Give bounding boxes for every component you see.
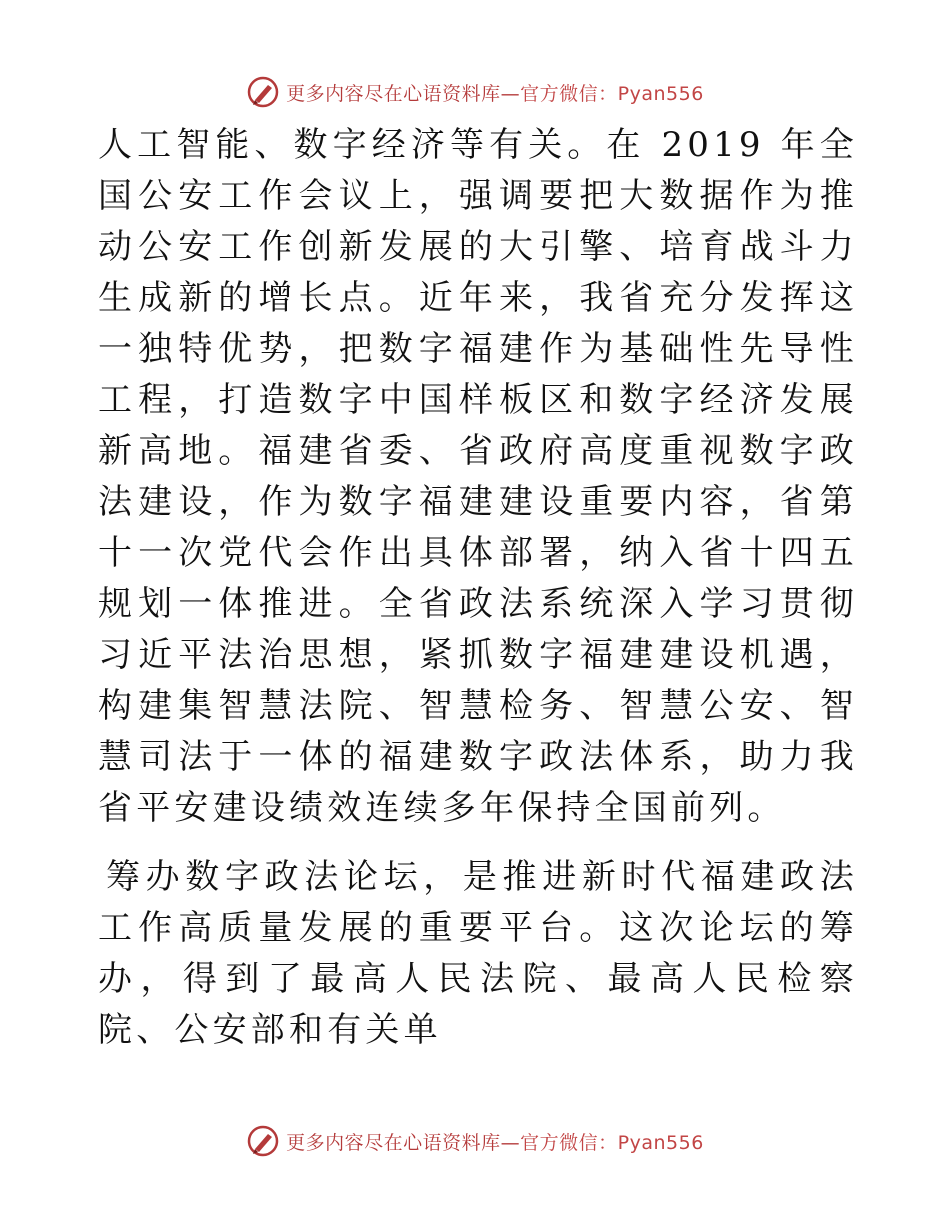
pen-logo-icon [246, 1124, 280, 1158]
document-body [98, 120, 858, 1056]
watermark-site-text: 更多内容尽在心语资料库 [286, 82, 501, 105]
watermark-separator: — [500, 1131, 521, 1154]
watermark-wechat-text: 官方微信：Pyan556 [520, 82, 704, 105]
pen-logo-icon [246, 75, 280, 109]
paragraph: 人工智能、数字经济等有关。在 2019 年全国公安工作会议上，强调要把大数据作为推动公安工作创新发展的大引擎、培育战斗力生成新的增长点。近年来，我省充分发挥这一独特优势，把数字福建作为基础性先导性工程，打造数字中国样板区和数字经济发展新高地。福建省委、省政府高度重视数字政法建设，作为数字福建建设重要内容，省第十一次党代会作出具体部署，纳入省十四五规划一体推进。全省政法系统深入学习贯彻习近平法治思想，紧抓数字福建建设机遇，构建集智慧法院、智慧检务、智慧公安、智慧司法于一体的福建数字政法体系，助力我省平安建设绩效连续多年保持全国前列。 [98, 125, 858, 828]
watermark-footer [0, 1121, 950, 1161]
watermark-separator: — [500, 82, 521, 105]
watermark-wechat-text: 官方微信：Pyan556 [520, 1131, 704, 1154]
paragraph: 筹办数字政法论坛，是推进新时代福建政法工作高质量发展的重要平台。这次论坛的筹办，得到了最高人民法院、最高人民检察院、公安部和有关单 [98, 857, 858, 1050]
watermark-header [0, 72, 950, 112]
watermark-site-text: 更多内容尽在心语资料库 [286, 1131, 501, 1154]
